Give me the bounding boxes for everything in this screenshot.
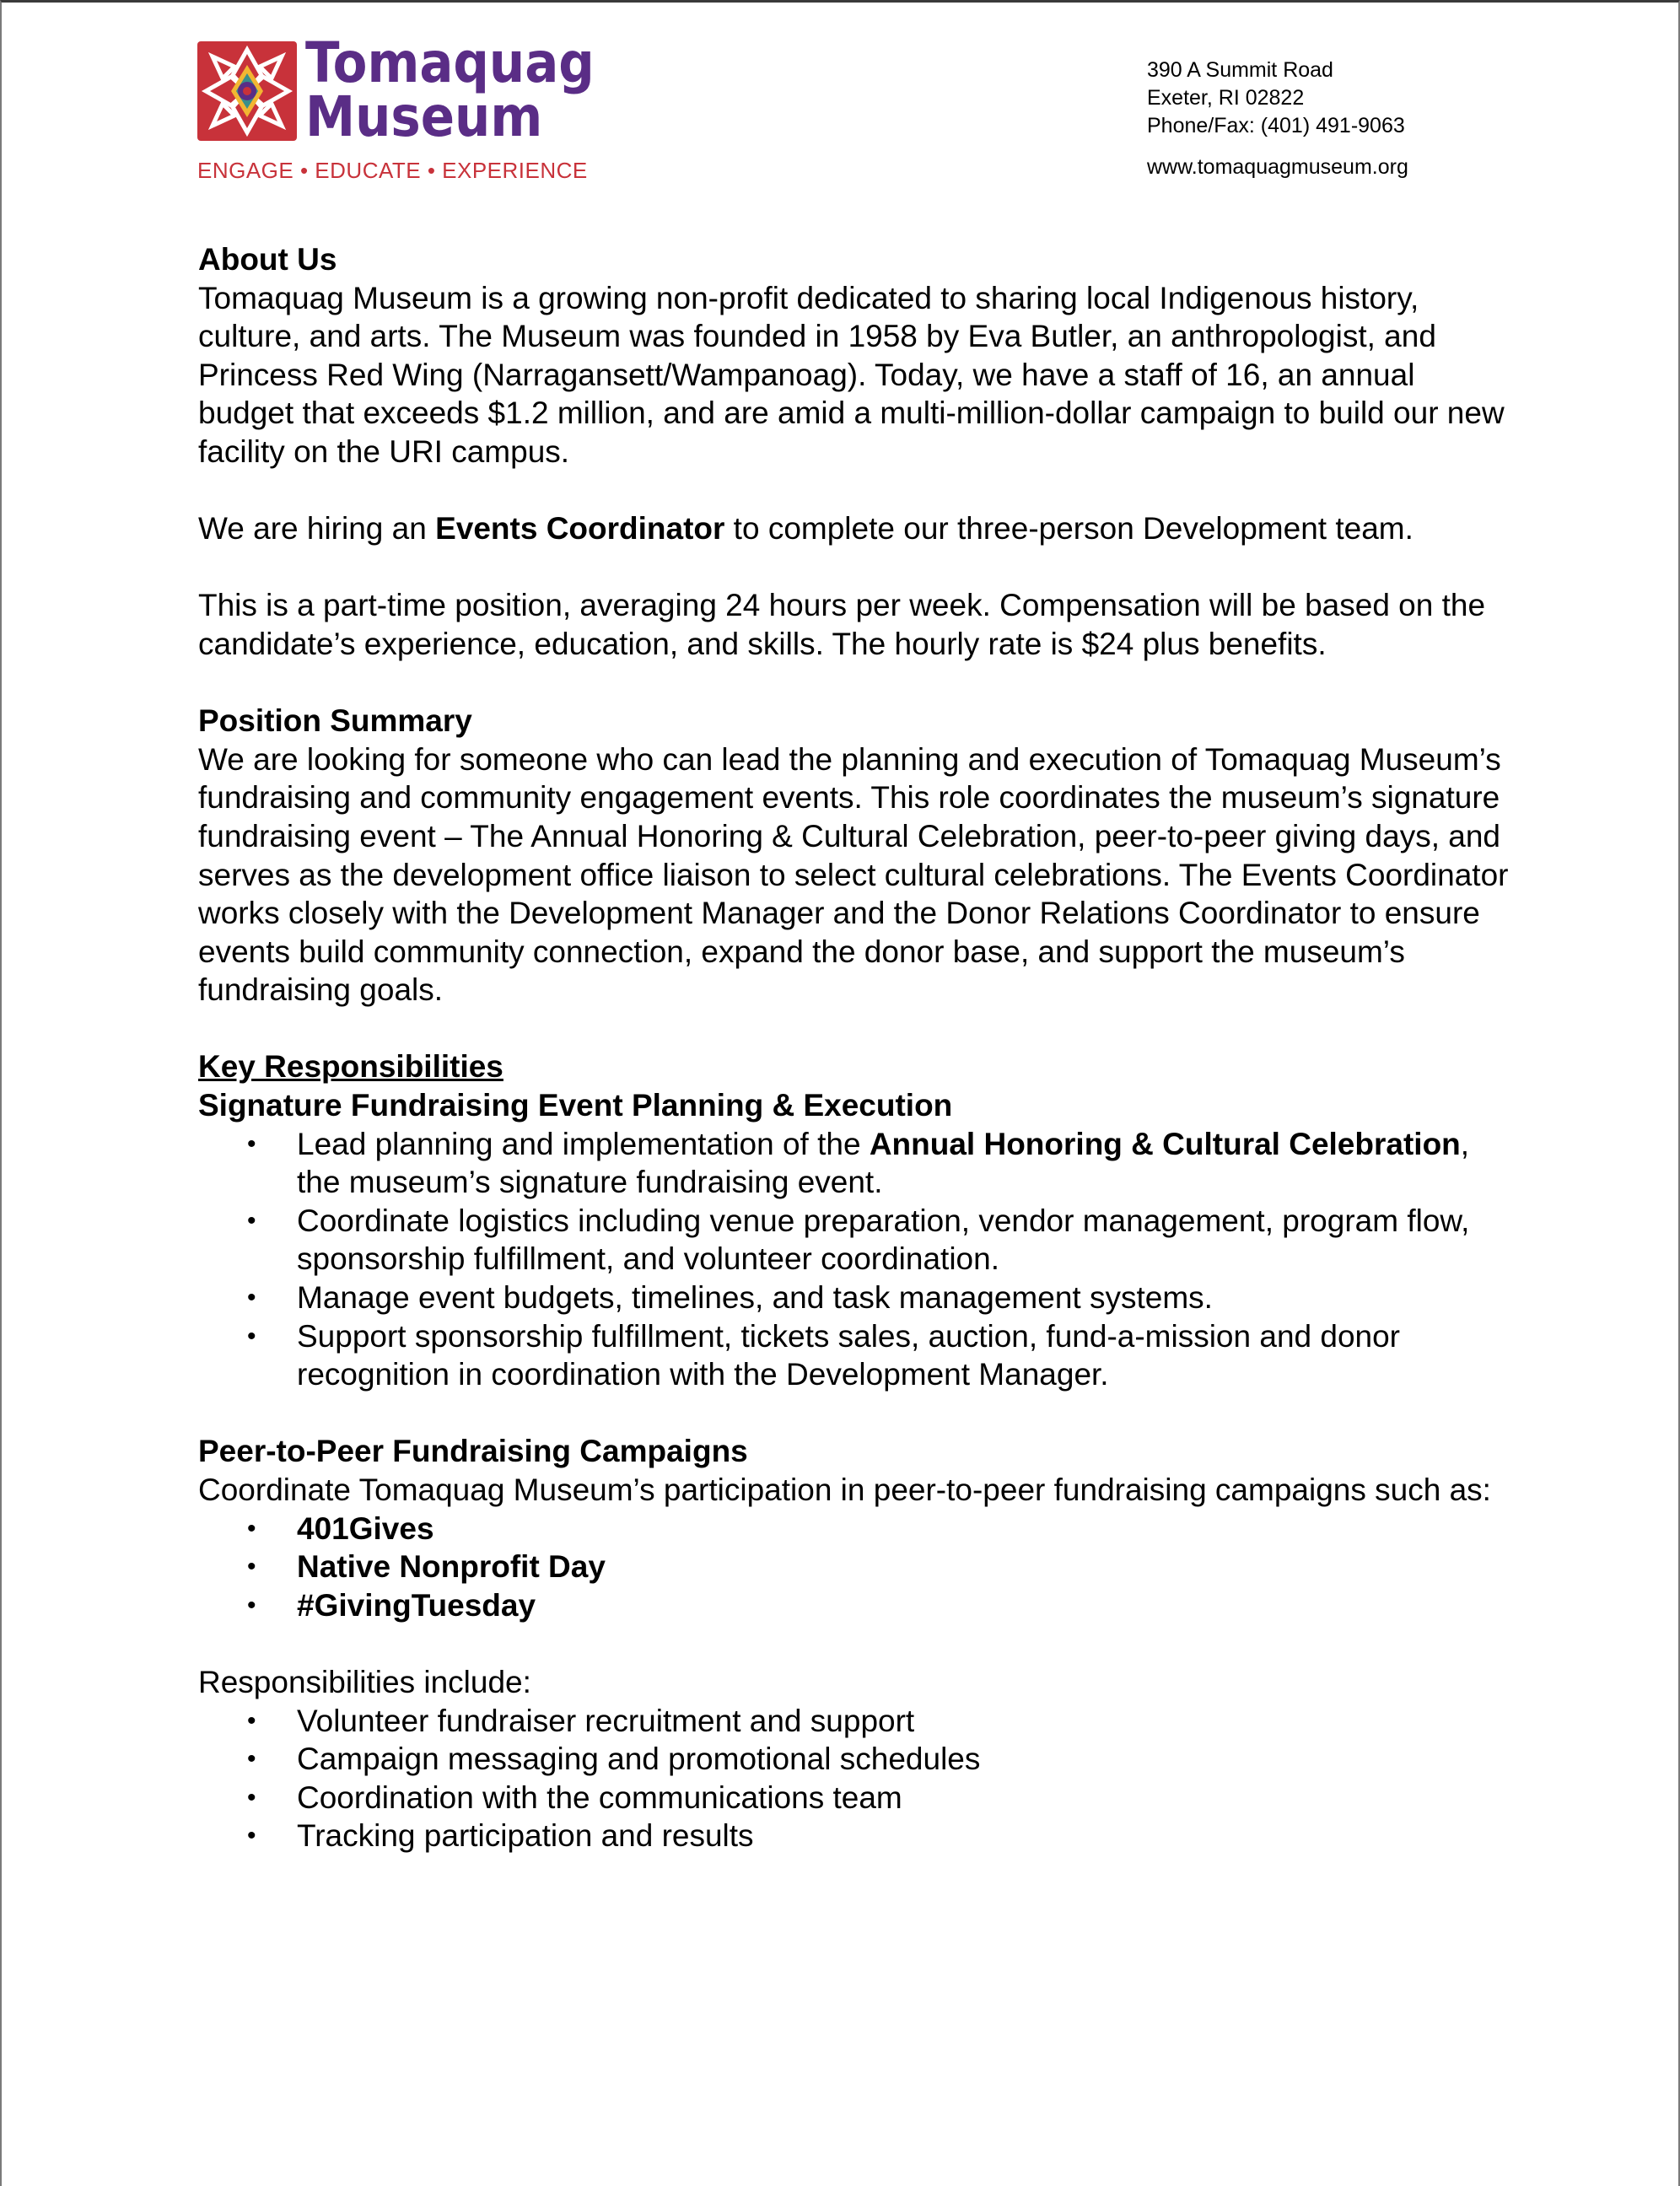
list-item: • Tracking participation and results <box>198 1817 1514 1855</box>
list-item: • Support sponsorship fulfillment, tickets sales, auction, fund-a-mission and donor recognition in coordination with the Development Manager. <box>247 1318 1401 1392</box>
phone-fax: Phone/Fax: (401) 491-9063 <box>1147 114 1405 137</box>
bullet-icon: • <box>247 1822 256 1850</box>
website-link[interactable]: www.tomaquagmuseum.org <box>1147 155 1408 179</box>
document-body <box>198 240 1514 1855</box>
contact-block <box>1147 57 1408 181</box>
wordmark-line1: Tomaquag <box>305 30 595 95</box>
list-item: • Volunteer fundraiser recruitment and support <box>198 1702 1514 1741</box>
bullet-icon: • <box>247 1706 256 1735</box>
about-text: Tomaquag Museum is a growing non-profit dedicated to sharing local Indigenous history, culture, and arts. The Museum was founded in 1958 by Eva Butler, an anthropologist, and Princess Red Wing (Narragansett/Wampanoag). Today, we have a staff of 16, an annual budget that exceeds $1.2 million, and are amid a multi-million-dollar campaign to build our new facility on the URI campus. <box>198 280 1505 469</box>
list-item: • 401Gives <box>198 1510 1514 1548</box>
bullet-icon: • <box>247 1745 256 1774</box>
address-line1: 390 A Summit Road <box>1147 58 1333 82</box>
list-item: • Lead planning and implementation of the Annual Honoring & Cultural Celebration, the museum’s signature fundraising event. <box>247 1126 1470 1200</box>
resp-intro: Responsibilities include: <box>198 1664 531 1699</box>
part-time-text: This is a part-time position, averaging 24 hours per week. Compensation will be based on the candidate’s experience, education, and skills. The hourly rate is $24 plus benefits. <box>198 588 1486 661</box>
list-item: • #GivingTuesday <box>198 1586 1514 1625</box>
hiring-statement: We are hiring an Events Coordinator to complete our three-person Development team. <box>198 511 1413 546</box>
resp-list <box>198 1702 1514 1855</box>
museum-logo-icon <box>197 41 297 141</box>
signature-list <box>198 1125 1514 1394</box>
campaign-list <box>198 1510 1514 1625</box>
summary-text: We are looking for someone who can lead the planning and execution of Tomaquag Museum’s fundraising and community engagement events. This role coordinates the museum’s signature fundraising event – The Annual Honoring & Cultural Celebration, peer-to-peer giving days, and serves as the development office liaison to select cultural celebrations. The Events Coordinator works closely with the Development Manager and the Donor Relations Coordinator to ensure events build community connection, expand the donor base, and support the museum’s fundraising goals. <box>198 741 1509 1008</box>
peer-intro: Coordinate Tomaquag Museum’s participation in peer-to-peer fundraising campaigns such as: <box>198 1473 1491 1507</box>
summary-heading: Position Summary <box>198 703 472 739</box>
about-heading: About Us <box>198 242 337 277</box>
role-title: Events Coordinator <box>435 511 725 546</box>
bullet-icon: • <box>247 1514 256 1543</box>
list-item: • Coordination with the communications team <box>198 1779 1514 1817</box>
bullet-icon: • <box>247 1322 256 1350</box>
list-item: • Coordinate logistics including venue preparation, vendor management, program flow, sponsorship fulfillment, and volunteer coordination. <box>247 1203 1470 1277</box>
bullet-icon: • <box>247 1129 256 1158</box>
bullet-icon: • <box>247 1206 256 1235</box>
museum-wordmark <box>305 30 595 149</box>
list-item: • Manage event budgets, timelines, and task management systems. <box>198 1279 1514 1317</box>
bullet-icon: • <box>247 1591 256 1619</box>
museum-tagline: ENGAGE • EDUCATE • EXPERIENCE <box>197 158 588 183</box>
list-item: • Native Nonprofit Day <box>198 1548 1514 1586</box>
responsibilities-heading: Key Responsibilities <box>198 1049 503 1085</box>
address-line2: Exeter, RI 02822 <box>1147 86 1305 110</box>
list-item: • Campaign messaging and promotional schedules <box>198 1740 1514 1779</box>
signature-heading: Signature Fundraising Event Planning & Execution <box>198 1088 953 1123</box>
wordmark-line2: Museum <box>305 84 543 149</box>
bullet-icon: • <box>247 1553 256 1581</box>
peer-heading: Peer-to-Peer Fundraising Campaigns <box>198 1434 748 1469</box>
bullet-icon: • <box>247 1783 256 1812</box>
bullet-icon: • <box>247 1284 256 1312</box>
